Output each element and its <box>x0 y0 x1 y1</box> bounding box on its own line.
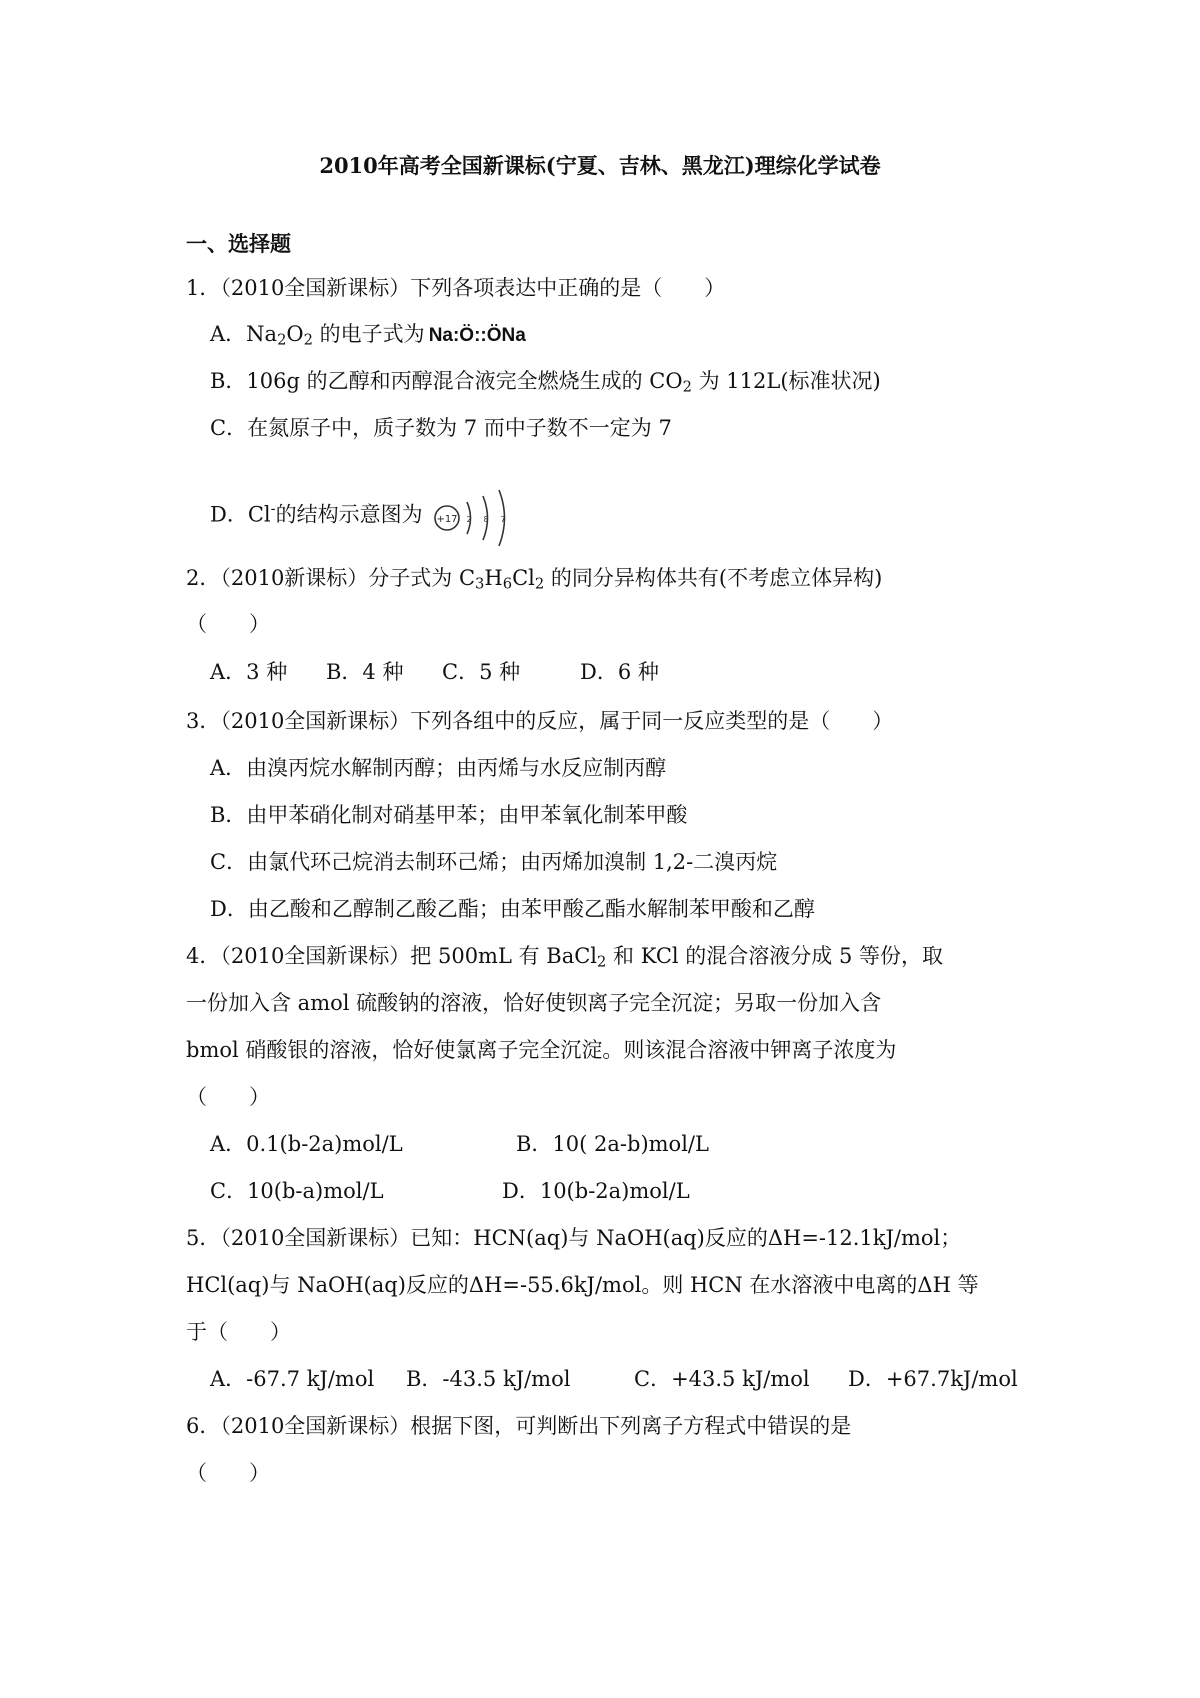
q4-options-row-2 <box>210 1175 690 1205</box>
q4-stem-line-3: bmol 硝酸银的溶液，恰好使氯离子完全沉淀。则该混合溶液中钾离子浓度为 <box>186 1038 897 1062</box>
q1-option-b: B．106g 的乙醇和丙醇混合液完全燃烧生成的 $CO_2$ 为 112L(标准状况) <box>210 369 881 396</box>
q6-stem: 6．（2010全国新课标）根据下图，可判断出下列离子方程式中错误的是 <box>186 1414 852 1438</box>
q2-stem: 2．（2010新课标）分子式为 $C_3H_6Cl_2$ 的同分异构体共有(不考虑立体异构) <box>186 566 883 593</box>
electron-formula: Na:Ö::ÖNa <box>428 325 526 346</box>
q6-answer-paren: （ ） <box>186 1461 270 1485</box>
q2-answer-paren: （ ） <box>186 612 270 636</box>
q1-option-c: C．在氮原子中，质子数为 7 而中子数不一定为 7 <box>210 416 672 440</box>
q1-option-d: D．Cl-的结构示意图为 +17 2 8 7 <box>210 484 527 548</box>
q4-option-a: A．0.1(b-2a)mol/L <box>210 1132 403 1156</box>
q5-option-d: D．+67.7kJ/mol <box>848 1367 1018 1391</box>
q5-stem-line-2: HCl(aq)与 NaOH(aq)反应的ΔH=-55.6kJ/mol。则 HCN 在水溶液中电离的ΔH 等 <box>186 1273 979 1297</box>
shell-1-count: 2 <box>466 515 472 524</box>
q4-stem-line-2: 一份加入含 amol 硫酸钠的溶液，恰好使钡离子完全沉淀；另取一份加入含 <box>186 991 882 1015</box>
q1-stem: 1．（2010全国新课标）下列各项表达中正确的是（ ） <box>186 276 726 300</box>
nucleus-charge: +17 <box>436 514 458 525</box>
q2-option-d: D．6 种 <box>580 660 659 684</box>
q5-stem-line-3: 于（ ） <box>186 1320 291 1344</box>
q4-stem-line-1: 4．（2010全国新课标）把 500mL 有 BaCl$_2$ 和 KCl 的混合溶液分成 5 等份，取 <box>186 944 944 971</box>
page-title: 2010年高考全国新课标(宁夏、吉林、黑龙江)理综化学试卷 <box>319 153 881 178</box>
q3-option-b: B．由甲苯硝化制对硝基甲苯；由甲苯氧化制苯甲酸 <box>210 803 688 827</box>
q5-stem-line-1: 5．（2010全国新课标）已知：HCN(aq)与 NaOH(aq)反应的ΔH=-12.1kJ/mol； <box>186 1226 962 1250</box>
q2-option-c: C．5 种 <box>442 660 521 684</box>
q5-option-c: C．+43.5 kJ/mol <box>634 1367 810 1391</box>
q3-stem: 3．（2010全国新课标）下列各组中的反应，属于同一反应类型的是（ ） <box>186 709 894 733</box>
q5-option-b: B．-43.5 kJ/mol <box>406 1367 571 1391</box>
q3-option-c: C．由氯代环己烷消去制环己烯；由丙烯加溴制 1,2-二溴丙烷 <box>210 850 778 874</box>
q4-option-b: B．10( 2a-b)mol/L <box>516 1132 709 1156</box>
q1-option-a: A．$Na_2O_2$ 的电子式为 Na:Ö::ÖNa <box>210 322 526 349</box>
q5-option-a: A．-67.7 kJ/mol <box>210 1367 375 1391</box>
shell-2-count: 8 <box>483 515 489 524</box>
q4-answer-paren: （ ） <box>186 1085 270 1109</box>
q4-options-row-1 <box>210 1128 709 1158</box>
q2-option-a: A．3 种 <box>210 660 288 684</box>
q3-option-d: D．由乙酸和乙醇制乙酸乙酯；由苯甲酸乙酯水解制苯甲酸和乙醇 <box>210 897 815 921</box>
shell-3-count: 7 <box>500 515 506 524</box>
chlorine-ion-structure-diagram <box>431 484 527 548</box>
q5-options <box>210 1363 1018 1393</box>
section-heading: 一、选择题 <box>186 231 291 256</box>
q4-option-c: C．10(b-a)mol/L <box>210 1179 384 1203</box>
q3-option-a: A．由溴丙烷水解制丙醇；由丙烯与水反应制丙醇 <box>210 756 667 780</box>
q4-option-d: D．10(b-2a)mol/L <box>502 1179 690 1203</box>
q2-option-b: B．4 种 <box>326 660 404 684</box>
q2-options <box>210 656 659 686</box>
